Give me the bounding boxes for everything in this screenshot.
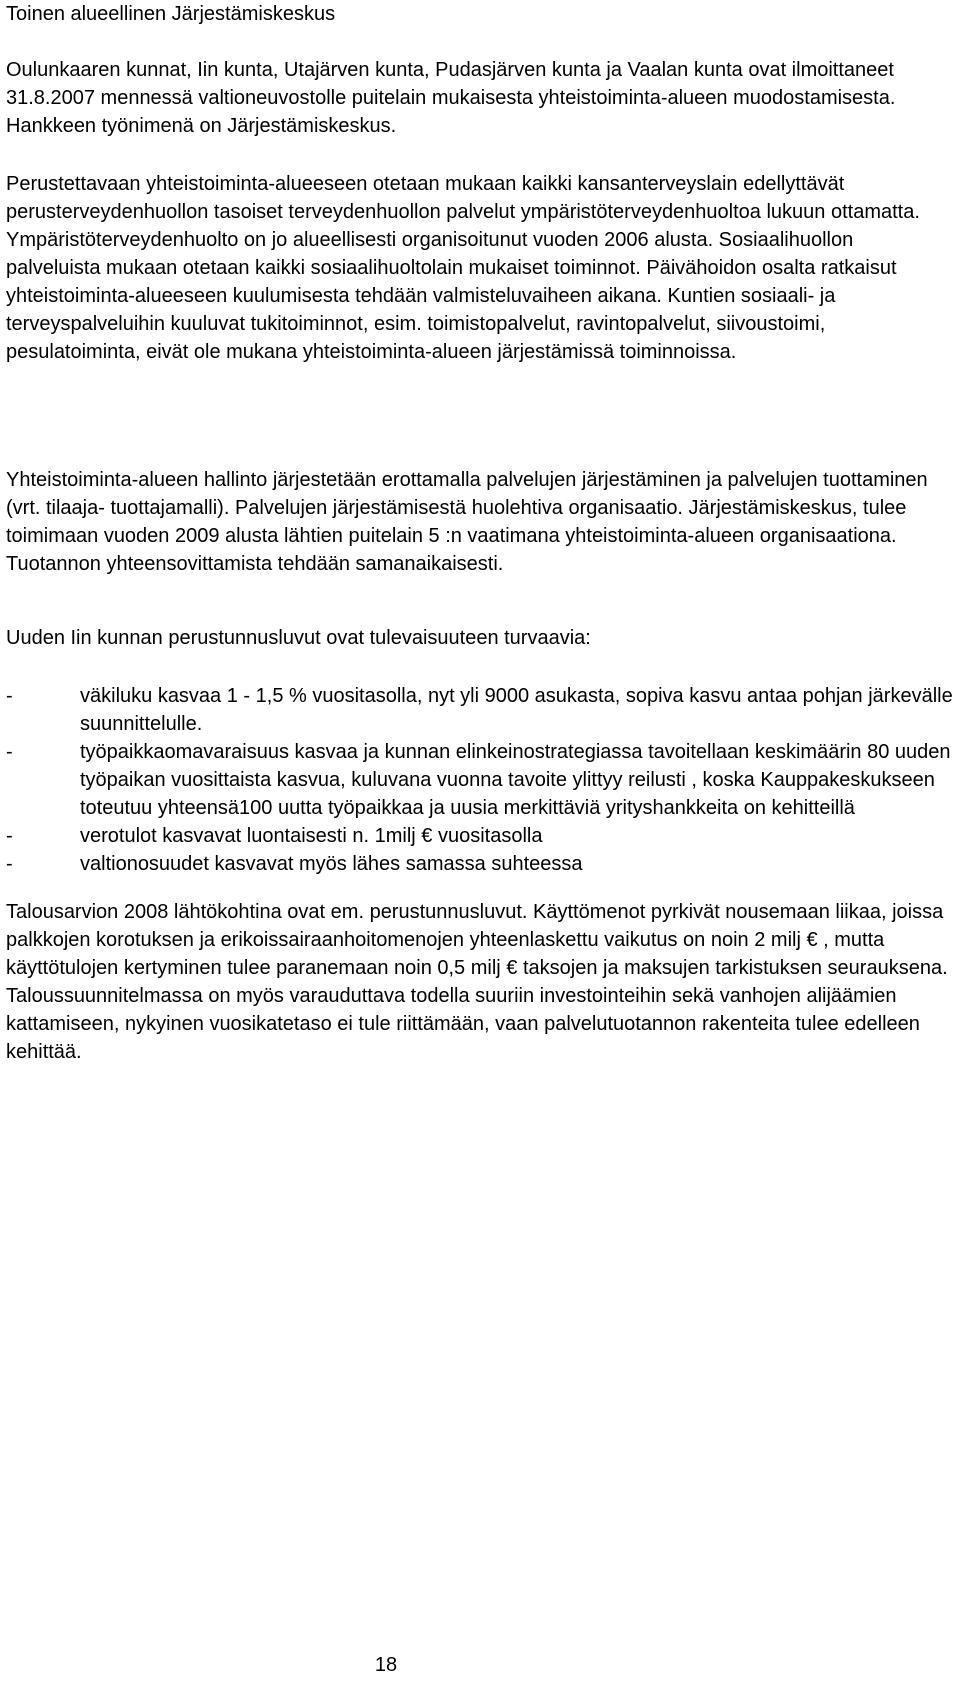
list-item [6,738,956,822]
paragraph-budget: Talousarvion 2008 lähtökohtina ovat em. perustunnusluvut. Käyttömenot pyrkivät nousemaan liikaa, joissa palkkojen korotuksen ja erikoissairaanhoitomenojen yhteenlaskettu vaikutus on noin 2 milj € , mutta käyttötulojen kertyminen tulee paranemaan noin 0,5 milj € taksojen ja maksujen tarkistuksen seurauksena. Taloussuunnitelmassa on myös varauduttava todella suuriin investointeihin sekä vanhojen alijäämien kattamiseen, nykyinen vuosikatetaso ei tule riittämään, vaan palvelutuotannon rakenteita tulee edelleen kehittää. [6,901,948,1063]
page-number: 18 [374,1654,398,1676]
list-item [6,822,956,850]
key-figures-list [6,682,956,878]
list-item [6,850,956,878]
list-item [6,682,956,738]
list-bullet: - [6,685,13,707]
list-item-text: väkiluku kasvaa 1 - 1,5 % vuositasolla, nyt yli 9000 asukasta, sopiva kasvu antaa pohjan järkevälle suunnittelulle. [80,685,953,735]
paragraph-administration: Yhteistoiminta-alueen hallinto järjestetään erottamalla palvelujen järjestäminen ja palvelujen tuottaminen (vrt. tilaaja- tuottajamalli). Palvelujen järjestämisestä huolehtiva organisaatio. Järjestämiskeskus, tulee toimimaan vuoden 2009 alusta lähtien puitelain 5 :n vaatimana yhteistoiminta-alueen organisaationa. Tuotannon yhteensovittamista tehdään samanaikaisesti. [6,469,928,575]
paragraph-services-scope: Perustettavaan yhteistoiminta-alueeseen otetaan mukaan kaikki kansanterveyslain edellyttävät perusterveydenhuollon tasoiset terveydenhuollon palvelut ympäristöterveydenhuoltoa lukuun ottamatta. Ympäristöterveydenhuolto on jo alueellisesti organisoitunut vuoden 2006 alusta. Sosiaalihuollon palveluista mukaan otetaan kaikki sosiaalihuoltolain mukaiset toiminnot. Päivähoidon osalta ratkaisut yhteistoiminta-alueeseen kuulumisesta tehdään valmisteluvaiheen aikana. Kuntien sosiaali- ja terveyspalveluihin kuuluvat tukitoiminnot, esim. toimistopalvelut, ravintopalvelut, siivoustoimi, pesulatoiminta, eivät ole mukana yhteistoiminta-alueen järjestämissä toiminnoissa. [6,173,920,363]
paragraph-municipalities: Oulunkaaren kunnat, Iin kunta, Utajärven kunta, Pudasjärven kunta ja Vaalan kunta ovat ilmoittaneet 31.8.2007 mennessä valtioneuvostolle puitelain mukaisesta yhteistoiminta-alueen muodostamisesta. Hankkeen työnimenä on Järjestämiskeskus. [6,59,896,137]
list-item-text: verotulot kasvavat luontaisesti n. 1milj € vuositasolla [80,825,543,847]
list-item-text: valtionosuudet kasvavat myös lähes samassa suhteessa [80,853,583,875]
paragraph-key-figures-intro: Uuden Iin kunnan perustunnusluvut ovat tulevaisuuteen turvaavia: [6,627,591,649]
section-heading: Toinen alueellinen Järjestämiskeskus [6,3,336,25]
list-bullet: - [6,825,13,847]
list-bullet: - [6,853,13,875]
list-bullet: - [6,741,13,763]
list-item-text: työpaikkaomavaraisuus kasvaa ja kunnan elinkeinostrategiassa tavoitellaan keskimäärin 80 uuden työpaikan vuosittaista kasvua, kuluvana vuonna tavoite ylittyy reilusti , koska Kauppakeskukseen toteutuu yhteensä100 uutta työpaikkaa ja uusia merkittäviä yrityshankkeita on kehitteillä [80,741,951,819]
